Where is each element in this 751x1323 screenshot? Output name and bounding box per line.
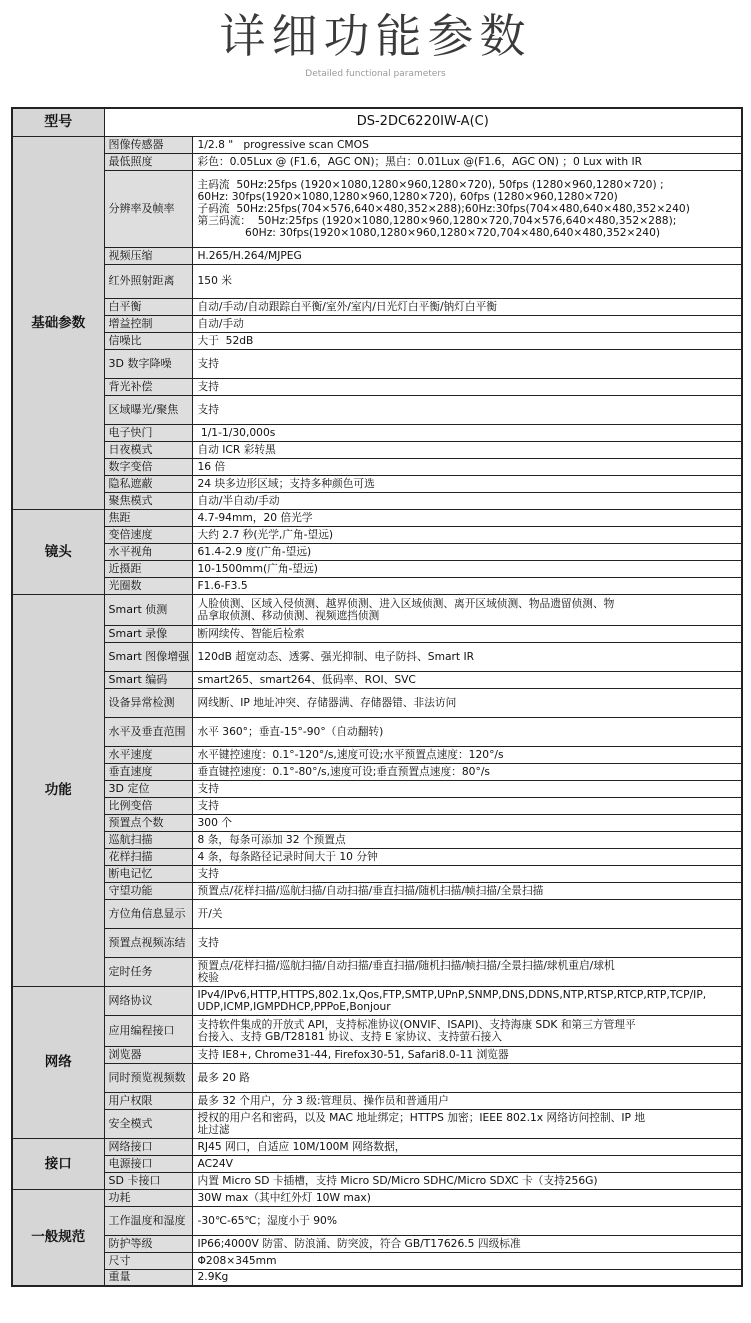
spec-label: 图像传感器 bbox=[104, 136, 192, 153]
spec-value: 自动/手动 bbox=[197, 316, 244, 330]
spec-row bbox=[12, 986, 742, 1015]
spec-value-cell bbox=[192, 1235, 742, 1252]
spec-value-cell bbox=[192, 831, 742, 848]
spec-label: 视频压缩 bbox=[104, 247, 192, 264]
spec-value-cell bbox=[192, 814, 742, 831]
spec-label: 尺寸 bbox=[104, 1252, 192, 1269]
spec-row bbox=[12, 1155, 742, 1172]
group-label-general: 一般规范 bbox=[12, 1189, 104, 1286]
spec-value-cell bbox=[192, 543, 742, 560]
spec-value-cell bbox=[192, 594, 742, 625]
spec-row bbox=[12, 170, 742, 247]
spec-label: 比例变倍 bbox=[104, 797, 192, 814]
spec-row bbox=[12, 475, 742, 492]
spec-value-cell bbox=[192, 797, 742, 814]
spec-row bbox=[12, 1206, 742, 1235]
spec-value-cell bbox=[192, 688, 742, 717]
spec-value: 24 块多边形区域；支持多种颜色可选 bbox=[197, 476, 375, 490]
spec-row bbox=[12, 136, 742, 153]
spec-value-cell bbox=[192, 780, 742, 797]
spec-row bbox=[12, 763, 742, 780]
spec-value: 4 条，每条路径记录时间大于 10 分钟 bbox=[197, 849, 378, 863]
spec-label: 重量 bbox=[104, 1269, 192, 1286]
spec-label: 花样扫描 bbox=[104, 848, 192, 865]
spec-label: 分辨率及帧率 bbox=[104, 170, 192, 247]
spec-label: 巡航扫描 bbox=[104, 831, 192, 848]
spec-label: 网络协议 bbox=[104, 986, 192, 1015]
spec-row bbox=[12, 1046, 742, 1063]
spec-row bbox=[12, 1138, 742, 1155]
spec-value: 水平键控速度：0.1°-120°/s,速度可设;水平预置点速度：120°/s bbox=[197, 747, 504, 761]
spec-value-cell bbox=[192, 441, 742, 458]
spec-value-cell bbox=[192, 671, 742, 688]
spec-value-cell bbox=[192, 424, 742, 441]
spec-value: 1/2.8 " progressive scan CMOS bbox=[197, 137, 369, 151]
spec-row bbox=[12, 1269, 742, 1286]
spec-row bbox=[12, 848, 742, 865]
group-label-function: 功能 bbox=[12, 594, 104, 986]
spec-value: -30℃-65℃；湿度小于 90% bbox=[197, 1213, 338, 1227]
spec-value-cell bbox=[192, 642, 742, 671]
spec-label: 增益控制 bbox=[104, 315, 192, 332]
spec-value-cell bbox=[192, 1206, 742, 1235]
spec-row bbox=[12, 247, 742, 264]
spec-label: 日夜模式 bbox=[104, 441, 192, 458]
spec-value-cell bbox=[192, 378, 742, 395]
spec-value: 自动/半自动/手动 bbox=[197, 493, 280, 507]
spec-row bbox=[12, 424, 742, 441]
spec-label: 隐私遮蔽 bbox=[104, 475, 192, 492]
spec-label: 3D 数字降噪 bbox=[104, 349, 192, 378]
spec-value: 支持 bbox=[197, 798, 219, 812]
spec-value: 网线断、IP 地址冲突、存储器满、存储器错、非法访问 bbox=[197, 695, 457, 709]
spec-row bbox=[12, 1252, 742, 1269]
spec-row bbox=[12, 560, 742, 577]
spec-label: 3D 定位 bbox=[104, 780, 192, 797]
spec-value: 4.7-94mm，20 倍光学 bbox=[197, 510, 313, 524]
spec-row bbox=[12, 543, 742, 560]
spec-label: 焦距 bbox=[104, 509, 192, 526]
spec-value: Φ208×345mm bbox=[197, 1253, 277, 1267]
spec-label: 水平视角 bbox=[104, 543, 192, 560]
spec-value: 最多 20 路 bbox=[197, 1070, 250, 1084]
spec-row bbox=[12, 441, 742, 458]
spec-value: 支持 bbox=[197, 356, 219, 370]
spec-label: 应用编程接口 bbox=[104, 1015, 192, 1046]
model-row bbox=[12, 108, 742, 136]
spec-value: 授权的用户名和密码，以及 MAC 地址绑定；HTTPS 加密；IEEE 802.1x 网络访问控制、IP 地 址过滤 bbox=[197, 1110, 646, 1136]
spec-label: 同时预览视频数 bbox=[104, 1063, 192, 1092]
spec-row bbox=[12, 332, 742, 349]
spec-value-cell bbox=[192, 763, 742, 780]
spec-value-cell bbox=[192, 492, 742, 509]
spec-label: 光圈数 bbox=[104, 577, 192, 594]
spec-value: 垂直键控速度：0.1°-80°/s,速度可设;垂直预置点速度：80°/s bbox=[197, 764, 490, 778]
spec-value: 支持 IE8+, Chrome31-44, Firefox30-51, Safari8.0-11 浏览器 bbox=[197, 1047, 509, 1061]
spec-value: 支持 bbox=[197, 402, 219, 416]
spec-value: 预置点/花样扫描/巡航扫描/自动扫描/垂直扫描/随机扫描/帧扫描/全景扫描/球机重启/球机 校验 bbox=[197, 958, 615, 984]
spec-label: 设备异常检测 bbox=[104, 688, 192, 717]
spec-value-cell bbox=[192, 899, 742, 928]
spec-label: 背光补偿 bbox=[104, 378, 192, 395]
spec-row bbox=[12, 831, 742, 848]
spec-label: 水平及垂直范围 bbox=[104, 717, 192, 746]
spec-value-cell bbox=[192, 882, 742, 899]
spec-value-cell bbox=[192, 475, 742, 492]
spec-value: 1/1-1/30,000s bbox=[197, 425, 276, 439]
spec-value-cell bbox=[192, 625, 742, 642]
spec-label: 预置点个数 bbox=[104, 814, 192, 831]
spec-value: 大约 2.7 秒(光学,广角-望远) bbox=[197, 527, 334, 541]
spec-value-cell bbox=[192, 848, 742, 865]
spec-row bbox=[12, 458, 742, 475]
spec-value-cell bbox=[192, 865, 742, 882]
spec-label: 守望功能 bbox=[104, 882, 192, 899]
spec-value: 主码流 50Hz:25fps (1920×1080,1280×960,1280×720), 50fps (1280×960,1280×720) ; 60Hz: 30fps(1920×1080,1280×960,1280×720), 60fps (1280×960,1280×720) 子码流 50Hz:25fps(704×576,640×480,352×288);60Hz:30fps(704×480,640×480,352×240) 第三码流： 50Hz:25fps (1920×1080,1280×960,1280×720,704×576,640×480,352×288); 60Hz: 30fps(1920×1080,1280×960,1280×720,704×480,640×480,352×240) bbox=[197, 177, 690, 239]
spec-value-cell bbox=[192, 577, 742, 594]
spec-row bbox=[12, 671, 742, 688]
spec-label: 用户权限 bbox=[104, 1092, 192, 1109]
spec-value-cell bbox=[192, 717, 742, 746]
spec-row bbox=[12, 577, 742, 594]
spec-row bbox=[12, 642, 742, 671]
spec-value-cell bbox=[192, 247, 742, 264]
spec-value-cell bbox=[192, 458, 742, 475]
spec-value-cell bbox=[192, 332, 742, 349]
group-label-interface: 接口 bbox=[12, 1138, 104, 1189]
spec-label: 电子快门 bbox=[104, 424, 192, 441]
spec-label: 变倍速度 bbox=[104, 526, 192, 543]
spec-value-cell bbox=[192, 1063, 742, 1092]
spec-value: H.265/H.264/MJPEG bbox=[197, 248, 302, 262]
page-subtitle: Detailed functional parameters bbox=[305, 69, 446, 79]
spec-row bbox=[12, 1235, 742, 1252]
spec-value: IPv4/IPv6,HTTP,HTTPS,802.1x,Qos,FTP,SMTP,UPnP,SNMP,DNS,DDNS,NTP,RTSP,RTCP,RTP,TCP/IP, UDP,ICMP,IGMPDHCP,PPPoE,Bonjour bbox=[197, 987, 707, 1013]
spec-value: F1.6-F3.5 bbox=[197, 578, 248, 592]
spec-label: 区域曝光/聚焦 bbox=[104, 395, 192, 424]
spec-label: 红外照射距离 bbox=[104, 264, 192, 298]
spec-row bbox=[12, 1063, 742, 1092]
spec-row bbox=[12, 594, 742, 625]
spec-value: 支持 bbox=[197, 379, 219, 393]
spec-value: 断网续传、智能后检索 bbox=[197, 626, 305, 640]
spec-row bbox=[12, 395, 742, 424]
spec-row bbox=[12, 349, 742, 378]
spec-value: 120dB 超宽动态、透雾、强光抑制、电子防抖、Smart IR bbox=[197, 649, 475, 663]
spec-value-cell bbox=[192, 298, 742, 315]
spec-label: Smart 图像增强 bbox=[104, 642, 192, 671]
spec-value-cell bbox=[192, 1138, 742, 1155]
spec-value-cell bbox=[192, 315, 742, 332]
spec-value-cell bbox=[192, 746, 742, 763]
spec-value: RJ45 网口，自适应 10M/100M 网络数据， bbox=[197, 1139, 406, 1153]
spec-label: Smart 录像 bbox=[104, 625, 192, 642]
spec-value: 支持 bbox=[197, 935, 219, 949]
spec-row bbox=[12, 797, 742, 814]
spec-label: 聚焦模式 bbox=[104, 492, 192, 509]
spec-row bbox=[12, 688, 742, 717]
spec-row bbox=[12, 1189, 742, 1206]
spec-label: Smart 编码 bbox=[104, 671, 192, 688]
spec-value-cell bbox=[192, 986, 742, 1015]
spec-row bbox=[12, 264, 742, 298]
spec-value: 支持 bbox=[197, 866, 219, 880]
spec-value-cell bbox=[192, 349, 742, 378]
spec-value-cell bbox=[192, 136, 742, 153]
spec-value: 10-1500mm(广角-望远) bbox=[197, 561, 318, 575]
model-value: DS-2DC6220IW-A(C) bbox=[104, 108, 742, 136]
spec-value-cell bbox=[192, 1189, 742, 1206]
spec-label: 垂直速度 bbox=[104, 763, 192, 780]
spec-value-cell bbox=[192, 170, 742, 247]
spec-value-cell bbox=[192, 1155, 742, 1172]
model-label: 型号 bbox=[12, 108, 104, 136]
group-label-network: 网络 bbox=[12, 986, 104, 1138]
spec-value: IP66;4000V 防雷、防浪涌、防突波，符合 GB/T17626.5 四级标准 bbox=[197, 1236, 521, 1250]
spec-value: smart265、smart264、低码率、ROI、SVC bbox=[197, 672, 416, 686]
spec-value: 16 倍 bbox=[197, 459, 226, 473]
spec-value: 开/关 bbox=[197, 906, 223, 920]
spec-value-cell bbox=[192, 1015, 742, 1046]
page-title: 详细功能参数 bbox=[219, 9, 532, 63]
spec-value: 人脸侦测、区域入侵侦测、越界侦测、进入区域侦测、离开区域侦测、物品遗留侦测、物 品拿取侦测、移动侦测、视频遮挡侦测 bbox=[197, 596, 615, 622]
spec-row bbox=[12, 780, 742, 797]
spec-row bbox=[12, 957, 742, 986]
spec-value-cell bbox=[192, 1252, 742, 1269]
spec-value-cell bbox=[192, 526, 742, 543]
group-label-lens: 镜头 bbox=[12, 509, 104, 594]
spec-row bbox=[12, 298, 742, 315]
spec-value-cell bbox=[192, 560, 742, 577]
spec-value: 支持软件集成的开放式 API，支持标准协议(ONVIF、ISAPI)、支持海康 SDK 和第三方管理平 台接入、支持 GB/T28181 协议、支持 E 家协议、支持萤石接入 bbox=[197, 1017, 636, 1043]
spec-row bbox=[12, 865, 742, 882]
spec-value-cell bbox=[192, 264, 742, 298]
spec-label: Smart 侦测 bbox=[104, 594, 192, 625]
spec-value: 8 条，每条可添加 32 个预置点 bbox=[197, 832, 346, 846]
spec-value: 彩色：0.05Lux @ (F1.6，AGC ON)；黑白：0.01Lux @(F1.6，AGC ON) ；0 Lux with IR bbox=[197, 154, 643, 168]
spec-row bbox=[12, 1172, 742, 1189]
spec-row bbox=[12, 492, 742, 509]
spec-label: 网络接口 bbox=[104, 1138, 192, 1155]
spec-row bbox=[12, 153, 742, 170]
spec-label: 安全模式 bbox=[104, 1109, 192, 1138]
spec-value-cell bbox=[192, 1046, 742, 1063]
spec-value: 水平 360°；垂直-15°-90°（自动翻转) bbox=[197, 724, 384, 738]
spec-row bbox=[12, 814, 742, 831]
spec-row bbox=[12, 899, 742, 928]
spec-row bbox=[12, 378, 742, 395]
spec-row bbox=[12, 509, 742, 526]
spec-row bbox=[12, 1092, 742, 1109]
spec-label: 最低照度 bbox=[104, 153, 192, 170]
spec-value: 2.9Kg bbox=[197, 1270, 229, 1284]
spec-row bbox=[12, 625, 742, 642]
spec-value-cell bbox=[192, 153, 742, 170]
spec-row bbox=[12, 717, 742, 746]
spec-value-cell bbox=[192, 509, 742, 526]
spec-value-cell bbox=[192, 395, 742, 424]
spec-value: 30W max（其中红外灯 10W max) bbox=[197, 1190, 371, 1204]
spec-value: 300 个 bbox=[197, 815, 232, 829]
group-label-basic: 基础参数 bbox=[12, 136, 104, 509]
spec-label: 防护等级 bbox=[104, 1235, 192, 1252]
spec-label: 近摄距 bbox=[104, 560, 192, 577]
spec-value-cell bbox=[192, 1109, 742, 1138]
spec-label: 信噪比 bbox=[104, 332, 192, 349]
spec-label: 数字变倍 bbox=[104, 458, 192, 475]
spec-value: 61.4-2.9 度(广角-望远) bbox=[197, 544, 312, 558]
spec-label: 功耗 bbox=[104, 1189, 192, 1206]
spec-row bbox=[12, 746, 742, 763]
spec-value-cell bbox=[192, 1092, 742, 1109]
spec-label: 预置点视频冻结 bbox=[104, 928, 192, 957]
spec-value-cell bbox=[192, 1172, 742, 1189]
spec-value: 自动/手动/自动跟踪白平衡/室外/室内/日光灯白平衡/钠灯白平衡 bbox=[197, 299, 497, 313]
spec-value-cell bbox=[192, 1269, 742, 1286]
spec-row bbox=[12, 1015, 742, 1046]
spec-value: 150 米 bbox=[197, 274, 232, 287]
spec-label: 方位角信息显示 bbox=[104, 899, 192, 928]
spec-label: 断电记忆 bbox=[104, 865, 192, 882]
spec-label: 白平衡 bbox=[104, 298, 192, 315]
spec-table bbox=[11, 107, 743, 1287]
spec-label: SD 卡接口 bbox=[104, 1172, 192, 1189]
spec-value: 支持 bbox=[197, 781, 219, 795]
spec-value-cell bbox=[192, 928, 742, 957]
spec-value: 大于 52dB bbox=[197, 333, 254, 347]
spec-label: 工作温度和湿度 bbox=[104, 1206, 192, 1235]
spec-value: 预置点/花样扫描/巡航扫描/自动扫描/垂直扫描/随机扫描/帧扫描/全景扫描 bbox=[197, 883, 544, 897]
spec-value: 最多 32 个用户，分 3 级:管理员、操作员和普通用户 bbox=[197, 1093, 449, 1107]
spec-row bbox=[12, 526, 742, 543]
spec-label: 定时任务 bbox=[104, 957, 192, 986]
spec-row bbox=[12, 928, 742, 957]
spec-row bbox=[12, 315, 742, 332]
spec-value: 自动 ICR 彩转黑 bbox=[197, 442, 276, 456]
spec-value: 内置 Micro SD 卡插槽，支持 Micro SD/Micro SDHC/Micro SDXC 卡（支持256G) bbox=[197, 1173, 598, 1187]
spec-value-cell bbox=[192, 957, 742, 986]
spec-value: AC24V bbox=[197, 1156, 233, 1170]
spec-row bbox=[12, 882, 742, 899]
spec-label: 浏览器 bbox=[104, 1046, 192, 1063]
spec-label: 水平速度 bbox=[104, 746, 192, 763]
spec-label: 电源接口 bbox=[104, 1155, 192, 1172]
spec-row bbox=[12, 1109, 742, 1138]
